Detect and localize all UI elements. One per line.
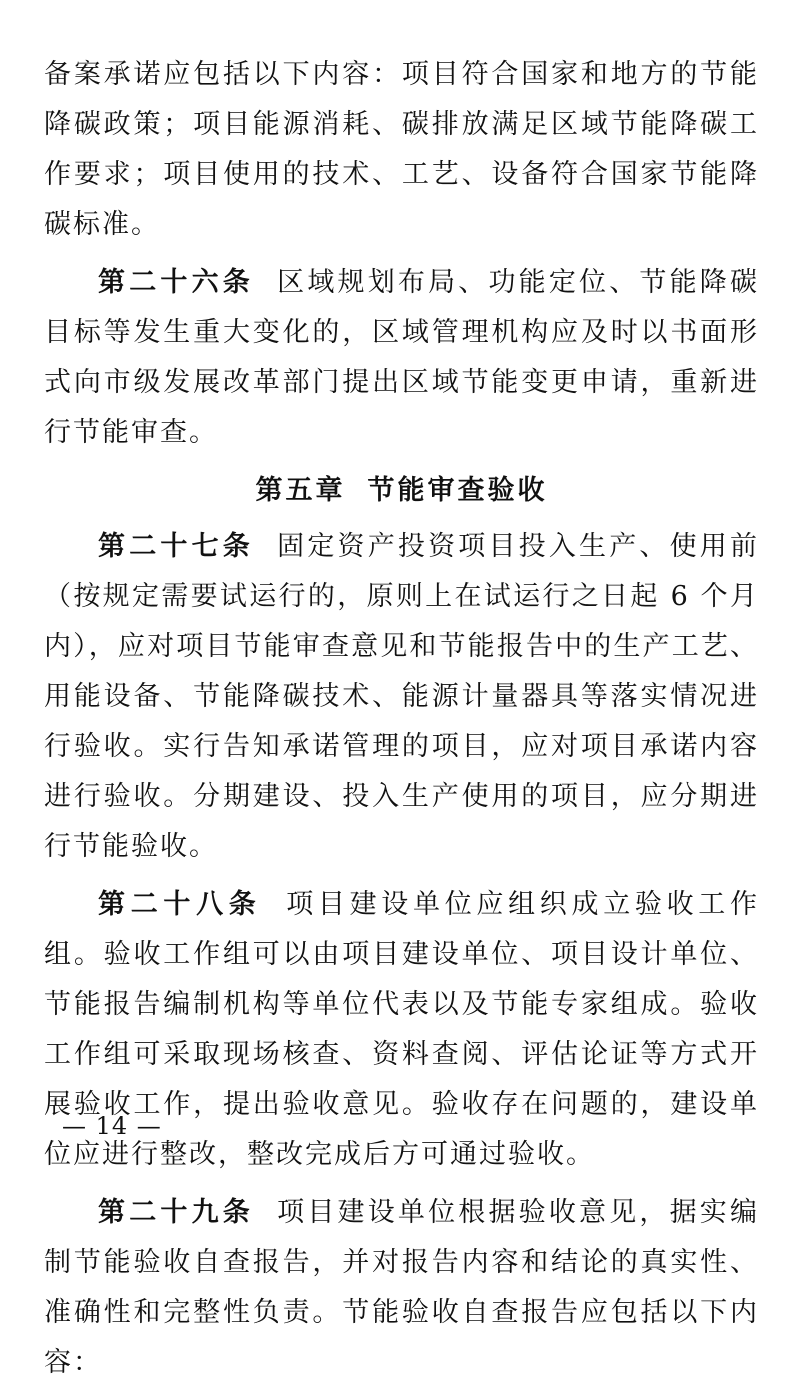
article-title: 第二十八条 xyxy=(98,889,262,920)
article-text: 区域规划布局、功能定位、节能降碳目标等发生重大变化的，区域管理机构应及时以书面形式向市级发展改革部门提出区域节能变更申请，重新进行节能审查。 xyxy=(44,267,759,448)
article-text: 项目建设单位根据验收意见，据实编制节能验收自查报告，并对报告内容和结论的真实性、准确性和完整性负责。节能验收自查报告应包括以下内容： xyxy=(44,1197,759,1378)
article-26 xyxy=(44,258,759,458)
paragraph-continuation xyxy=(44,50,759,250)
document-body xyxy=(44,50,759,1396)
chapter-number: 第五章 xyxy=(255,475,346,506)
paragraph-text: 备案承诺应包括以下内容：项目符合国家和地方的节能降碳政策；项目能源消耗、碳排放满足区域节能降碳工作要求；项目使用的技术、工艺、设备符合国家节能降碳标准。 xyxy=(44,59,759,240)
article-title: 第二十七条 xyxy=(98,531,254,562)
article-title: 第二十六条 xyxy=(98,267,254,298)
page-number: — 14 — xyxy=(62,1112,162,1140)
chapter-name: 节能审查验收 xyxy=(367,475,548,506)
article-29 xyxy=(44,1188,759,1388)
article-title: 第二十九条 xyxy=(98,1197,254,1228)
article-text: 项目建设单位应组织成立验收工作组。验收工作组可以由项目建设单位、项目设计单位、节能报告编制机构等单位代表以及节能专家组成。验收工作组可采取现场核查、资料查阅、评估论证等方式开展验收工作，提出验收意见。验收存在问题的，建设单位应进行整改，整改完成后方可通过验收。 xyxy=(44,889,759,1170)
chapter-heading xyxy=(44,466,759,516)
article-text: 固定资产投资项目投入生产、使用前（按规定需要试运行的，原则上在试运行之日起 6 个月内），应对项目节能审查意见和节能报告中的生产工艺、用能设备、节能降碳技术、能源计量器具等落实情况进行验收。实行告知承诺管理的项目，应对项目承诺内容进行验收。分期建设、投入生产使用的项目，应分期进行节能验收。 xyxy=(44,531,759,862)
article-27 xyxy=(44,522,759,872)
